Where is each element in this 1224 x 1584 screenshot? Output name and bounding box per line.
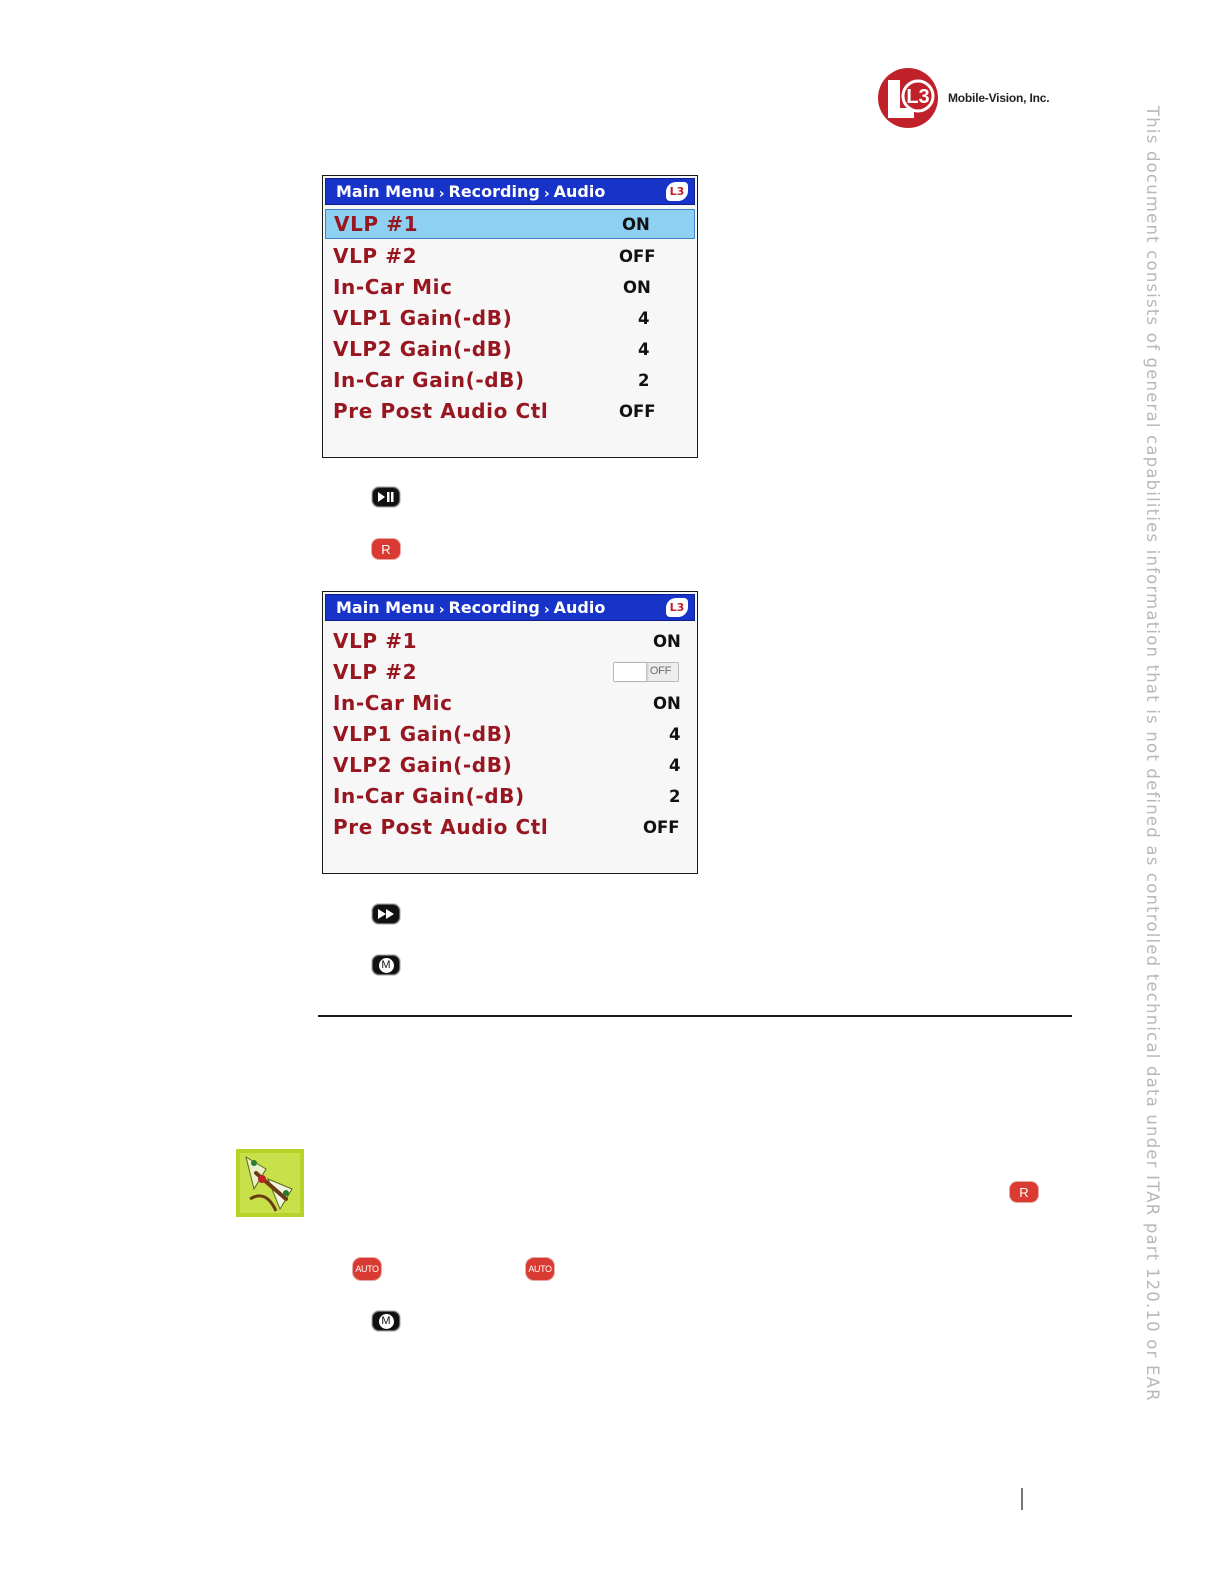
menu-row-in-car-gain[interactable] bbox=[325, 781, 695, 811]
menu-row-vlp1[interactable] bbox=[325, 209, 695, 239]
row-value: ON bbox=[653, 631, 681, 651]
fast-forward-button[interactable] bbox=[372, 904, 400, 924]
screen-header bbox=[325, 178, 695, 205]
row-value: OFF bbox=[619, 246, 656, 266]
page-number-divider bbox=[1021, 1488, 1023, 1510]
menu-row-in-car-mic[interactable] bbox=[325, 688, 695, 718]
l3-badge-icon: L3 bbox=[666, 182, 688, 201]
row-label: Pre Post Audio Ctl bbox=[333, 399, 549, 423]
fast-forward-icon bbox=[376, 908, 396, 920]
row-label: In-Car Gain(-dB) bbox=[333, 368, 525, 392]
audio-menu-screen-1 bbox=[322, 175, 698, 458]
auto-button[interactable]: AUTO bbox=[526, 1258, 554, 1280]
row-value: ON bbox=[653, 693, 681, 713]
vlp2-toggle[interactable] bbox=[613, 662, 679, 682]
row-label: VLP #2 bbox=[333, 660, 418, 684]
breadcrumb-recording: Recording bbox=[448, 182, 540, 201]
row-value: 2 bbox=[669, 786, 681, 806]
menu-row-vlp2-gain[interactable] bbox=[325, 750, 695, 780]
l3-logo-icon bbox=[874, 66, 944, 130]
row-value: ON bbox=[623, 277, 651, 297]
toggle-knob bbox=[614, 663, 647, 681]
menu-row-vlp2[interactable] bbox=[325, 241, 695, 271]
menu-row-pre-post-audio[interactable] bbox=[325, 812, 695, 842]
toggle-value: OFF bbox=[649, 665, 671, 677]
company-name: Mobile-Vision, Inc. bbox=[948, 91, 1050, 105]
row-value: ON bbox=[622, 214, 650, 234]
menu-row-vlp1[interactable] bbox=[325, 626, 695, 656]
note-icon bbox=[236, 1149, 304, 1217]
menu-row-in-car-gain[interactable] bbox=[325, 365, 695, 395]
play-pause-button[interactable] bbox=[372, 487, 400, 507]
row-label: VLP2 Gain(-dB) bbox=[333, 337, 513, 361]
auto-button[interactable]: AUTO bbox=[353, 1258, 381, 1280]
menu-button-label: M bbox=[379, 958, 394, 973]
row-label: VLP1 Gain(-dB) bbox=[333, 306, 513, 330]
row-label: In-Car Mic bbox=[333, 691, 453, 715]
row-label: In-Car Mic bbox=[333, 275, 453, 299]
row-value: 4 bbox=[638, 339, 650, 359]
row-value: 2 bbox=[638, 370, 650, 390]
row-label: Pre Post Audio Ctl bbox=[333, 815, 549, 839]
menu-row-vlp1-gain[interactable] bbox=[325, 303, 695, 333]
row-label: VLP2 Gain(-dB) bbox=[333, 753, 513, 777]
menu-row-pre-post-audio[interactable] bbox=[325, 396, 695, 426]
row-value: 4 bbox=[669, 724, 681, 744]
menu-button-label: M bbox=[379, 1314, 394, 1329]
record-button[interactable]: R bbox=[1010, 1182, 1038, 1202]
menu-button[interactable] bbox=[372, 955, 400, 975]
row-value: OFF bbox=[619, 401, 656, 421]
menu-row-vlp1-gain[interactable] bbox=[325, 719, 695, 749]
menu-row-vlp2-gain[interactable] bbox=[325, 334, 695, 364]
chevron-right-icon: › bbox=[438, 185, 445, 202]
chevron-right-icon: › bbox=[543, 185, 550, 202]
itar-watermark: This document consists of general capabilities information that is not defined as controlled technical data under ITAR part 120.10 or EAR bbox=[1143, 106, 1162, 1402]
row-label: VLP1 Gain(-dB) bbox=[333, 722, 513, 746]
row-label: VLP #1 bbox=[334, 212, 419, 236]
breadcrumb-recording: Recording bbox=[448, 598, 540, 617]
breadcrumb-main-menu: Main Menu bbox=[336, 598, 435, 617]
row-value: 4 bbox=[638, 308, 650, 328]
row-label: VLP #2 bbox=[333, 244, 418, 268]
record-button[interactable]: R bbox=[372, 539, 400, 559]
company-logo bbox=[874, 66, 1074, 130]
breadcrumb-audio: Audio bbox=[553, 598, 606, 617]
row-label: VLP #1 bbox=[333, 629, 418, 653]
section-divider bbox=[318, 1015, 1072, 1017]
logo-mark: L3 bbox=[906, 86, 930, 108]
chevron-right-icon: › bbox=[438, 601, 445, 618]
screen-header bbox=[325, 594, 695, 621]
row-label: In-Car Gain(-dB) bbox=[333, 784, 525, 808]
menu-button[interactable] bbox=[372, 1311, 400, 1331]
menu-row-vlp2[interactable] bbox=[325, 657, 695, 687]
menu-row-in-car-mic[interactable] bbox=[325, 272, 695, 302]
breadcrumb-main-menu: Main Menu bbox=[336, 182, 435, 201]
audio-menu-screen-2 bbox=[322, 591, 698, 874]
l3-badge-icon: L3 bbox=[666, 598, 688, 617]
row-value: 4 bbox=[669, 755, 681, 775]
chevron-right-icon: › bbox=[543, 601, 550, 618]
play-pause-icon bbox=[376, 491, 396, 503]
row-value: OFF bbox=[643, 817, 680, 837]
breadcrumb-audio: Audio bbox=[553, 182, 606, 201]
